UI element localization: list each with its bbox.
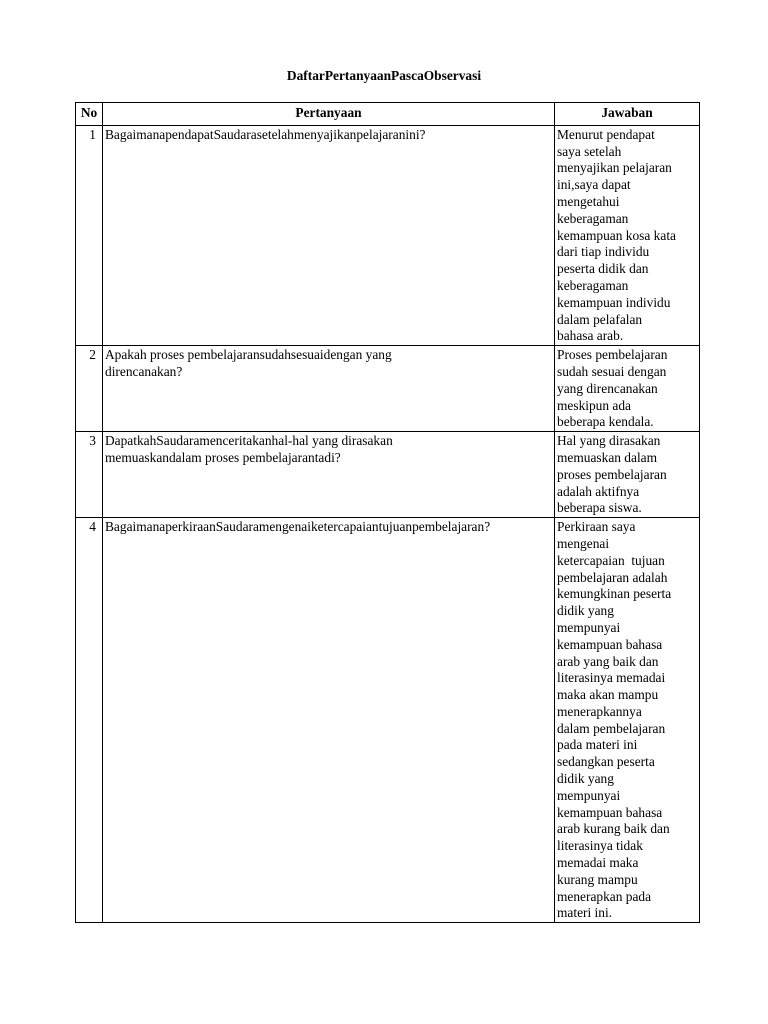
question-text: BagaimanaperkiraanSaudaramengenaiketercapaiantujuanpembelajaran? <box>103 518 555 923</box>
question-line: memuaskandalam proses pembelajarantadi? <box>105 449 341 465</box>
answer-line: kemampuan individu <box>557 294 671 310</box>
answer-line: literasinya tidak <box>557 838 643 854</box>
answer-line: pada materi ini <box>557 737 638 753</box>
row-number: 1 <box>76 125 103 345</box>
answer-line: kemungkinan peserta <box>557 586 672 602</box>
answer-line: adalah aktifnya <box>557 483 640 499</box>
answer-line: peserta didik dan <box>557 261 649 277</box>
question-answer-table <box>75 102 700 923</box>
answer-line: bahasa arab. <box>557 328 624 344</box>
answer-line: arab kurang baik dan <box>557 821 670 837</box>
answer-line: mengenai <box>557 535 610 551</box>
question-line: direncanakan? <box>105 363 183 379</box>
header-no: No <box>76 103 103 126</box>
question-text: BagaimanapendapatSaudarasetelahmenyajikanpelajaranini? <box>103 125 555 345</box>
table-header-row <box>76 103 700 126</box>
answer-line: sedangkan peserta <box>557 754 655 770</box>
answer-line: mempunyai <box>557 619 621 635</box>
question-text <box>103 346 555 432</box>
answer-line: keberagaman <box>557 210 629 226</box>
answer-line: literasinya memadai <box>557 670 666 686</box>
answer-line: saya setelah <box>557 143 622 159</box>
answer-line: Menurut pendapat <box>557 126 655 142</box>
answer-text <box>555 518 700 923</box>
table-row <box>76 432 700 518</box>
answer-line: meskipun ada <box>557 397 632 413</box>
answer-line: menerapkan pada <box>557 888 652 904</box>
header-answer: Jawaban <box>555 103 700 126</box>
table-row <box>76 346 700 432</box>
answer-line: Proses pembelajaran <box>557 347 668 363</box>
answer-line: didik yang <box>557 771 614 787</box>
answer-line: mempunyai <box>557 787 621 803</box>
answer-text <box>555 346 700 432</box>
answer-line: sudah sesuai dengan <box>557 363 667 379</box>
answer-line: dalam pelafalan <box>557 311 643 327</box>
table-row <box>76 518 700 923</box>
answer-line: memadai maka <box>557 855 639 871</box>
answer-line: Hal yang dirasakan <box>557 433 661 449</box>
answer-line: kemampuan bahasa <box>557 636 663 652</box>
answer-line: menerapkannya <box>557 703 642 719</box>
question-line: Apakah proses pembelajaransudahsesuaidengan yang <box>105 347 392 363</box>
answer-line: materi ini. <box>557 905 613 921</box>
answer-text <box>555 432 700 518</box>
document-title: DaftarPertanyaanPascaObservasi <box>286 68 482 83</box>
row-number: 3 <box>76 432 103 518</box>
answer-line: arab yang baik dan <box>557 653 659 669</box>
answer-line: memuaskan dalam <box>557 449 658 465</box>
table-row <box>76 125 700 345</box>
answer-line: dari tiap individu <box>557 244 650 260</box>
answer-text <box>555 125 700 345</box>
row-number: 2 <box>76 346 103 432</box>
answer-line: beberapa siswa. <box>557 500 642 516</box>
answer-line: beberapa kendala. <box>557 414 654 430</box>
answer-line: kurang mampu <box>557 871 638 887</box>
answer-line: ketercapaian tujuan <box>557 552 665 568</box>
question-line: DapatkahSaudaramenceritakanhal-hal yang dirasakan <box>105 433 393 449</box>
answer-line: kemampuan bahasa <box>557 804 663 820</box>
answer-line: ini,saya dapat <box>557 177 631 193</box>
answer-line: Perkiraan saya <box>557 519 636 535</box>
answer-line: didik yang <box>557 603 614 619</box>
row-number: 4 <box>76 518 103 923</box>
answer-line: maka akan mampu <box>557 687 659 703</box>
question-text <box>103 432 555 518</box>
answer-line: proses pembelajaran <box>557 466 667 482</box>
answer-line: yang direncanakan <box>557 380 658 396</box>
answer-line: dalam pembelajaran <box>557 720 666 736</box>
answer-line: menyajikan pelajaran <box>557 160 672 176</box>
answer-line: mengetahui <box>557 193 620 209</box>
answer-line: keberagaman <box>557 277 629 293</box>
header-question: Pertanyaan <box>103 103 555 126</box>
answer-line: kemampuan kosa kata <box>557 227 676 243</box>
answer-line: pembelajaran adalah <box>557 569 668 585</box>
